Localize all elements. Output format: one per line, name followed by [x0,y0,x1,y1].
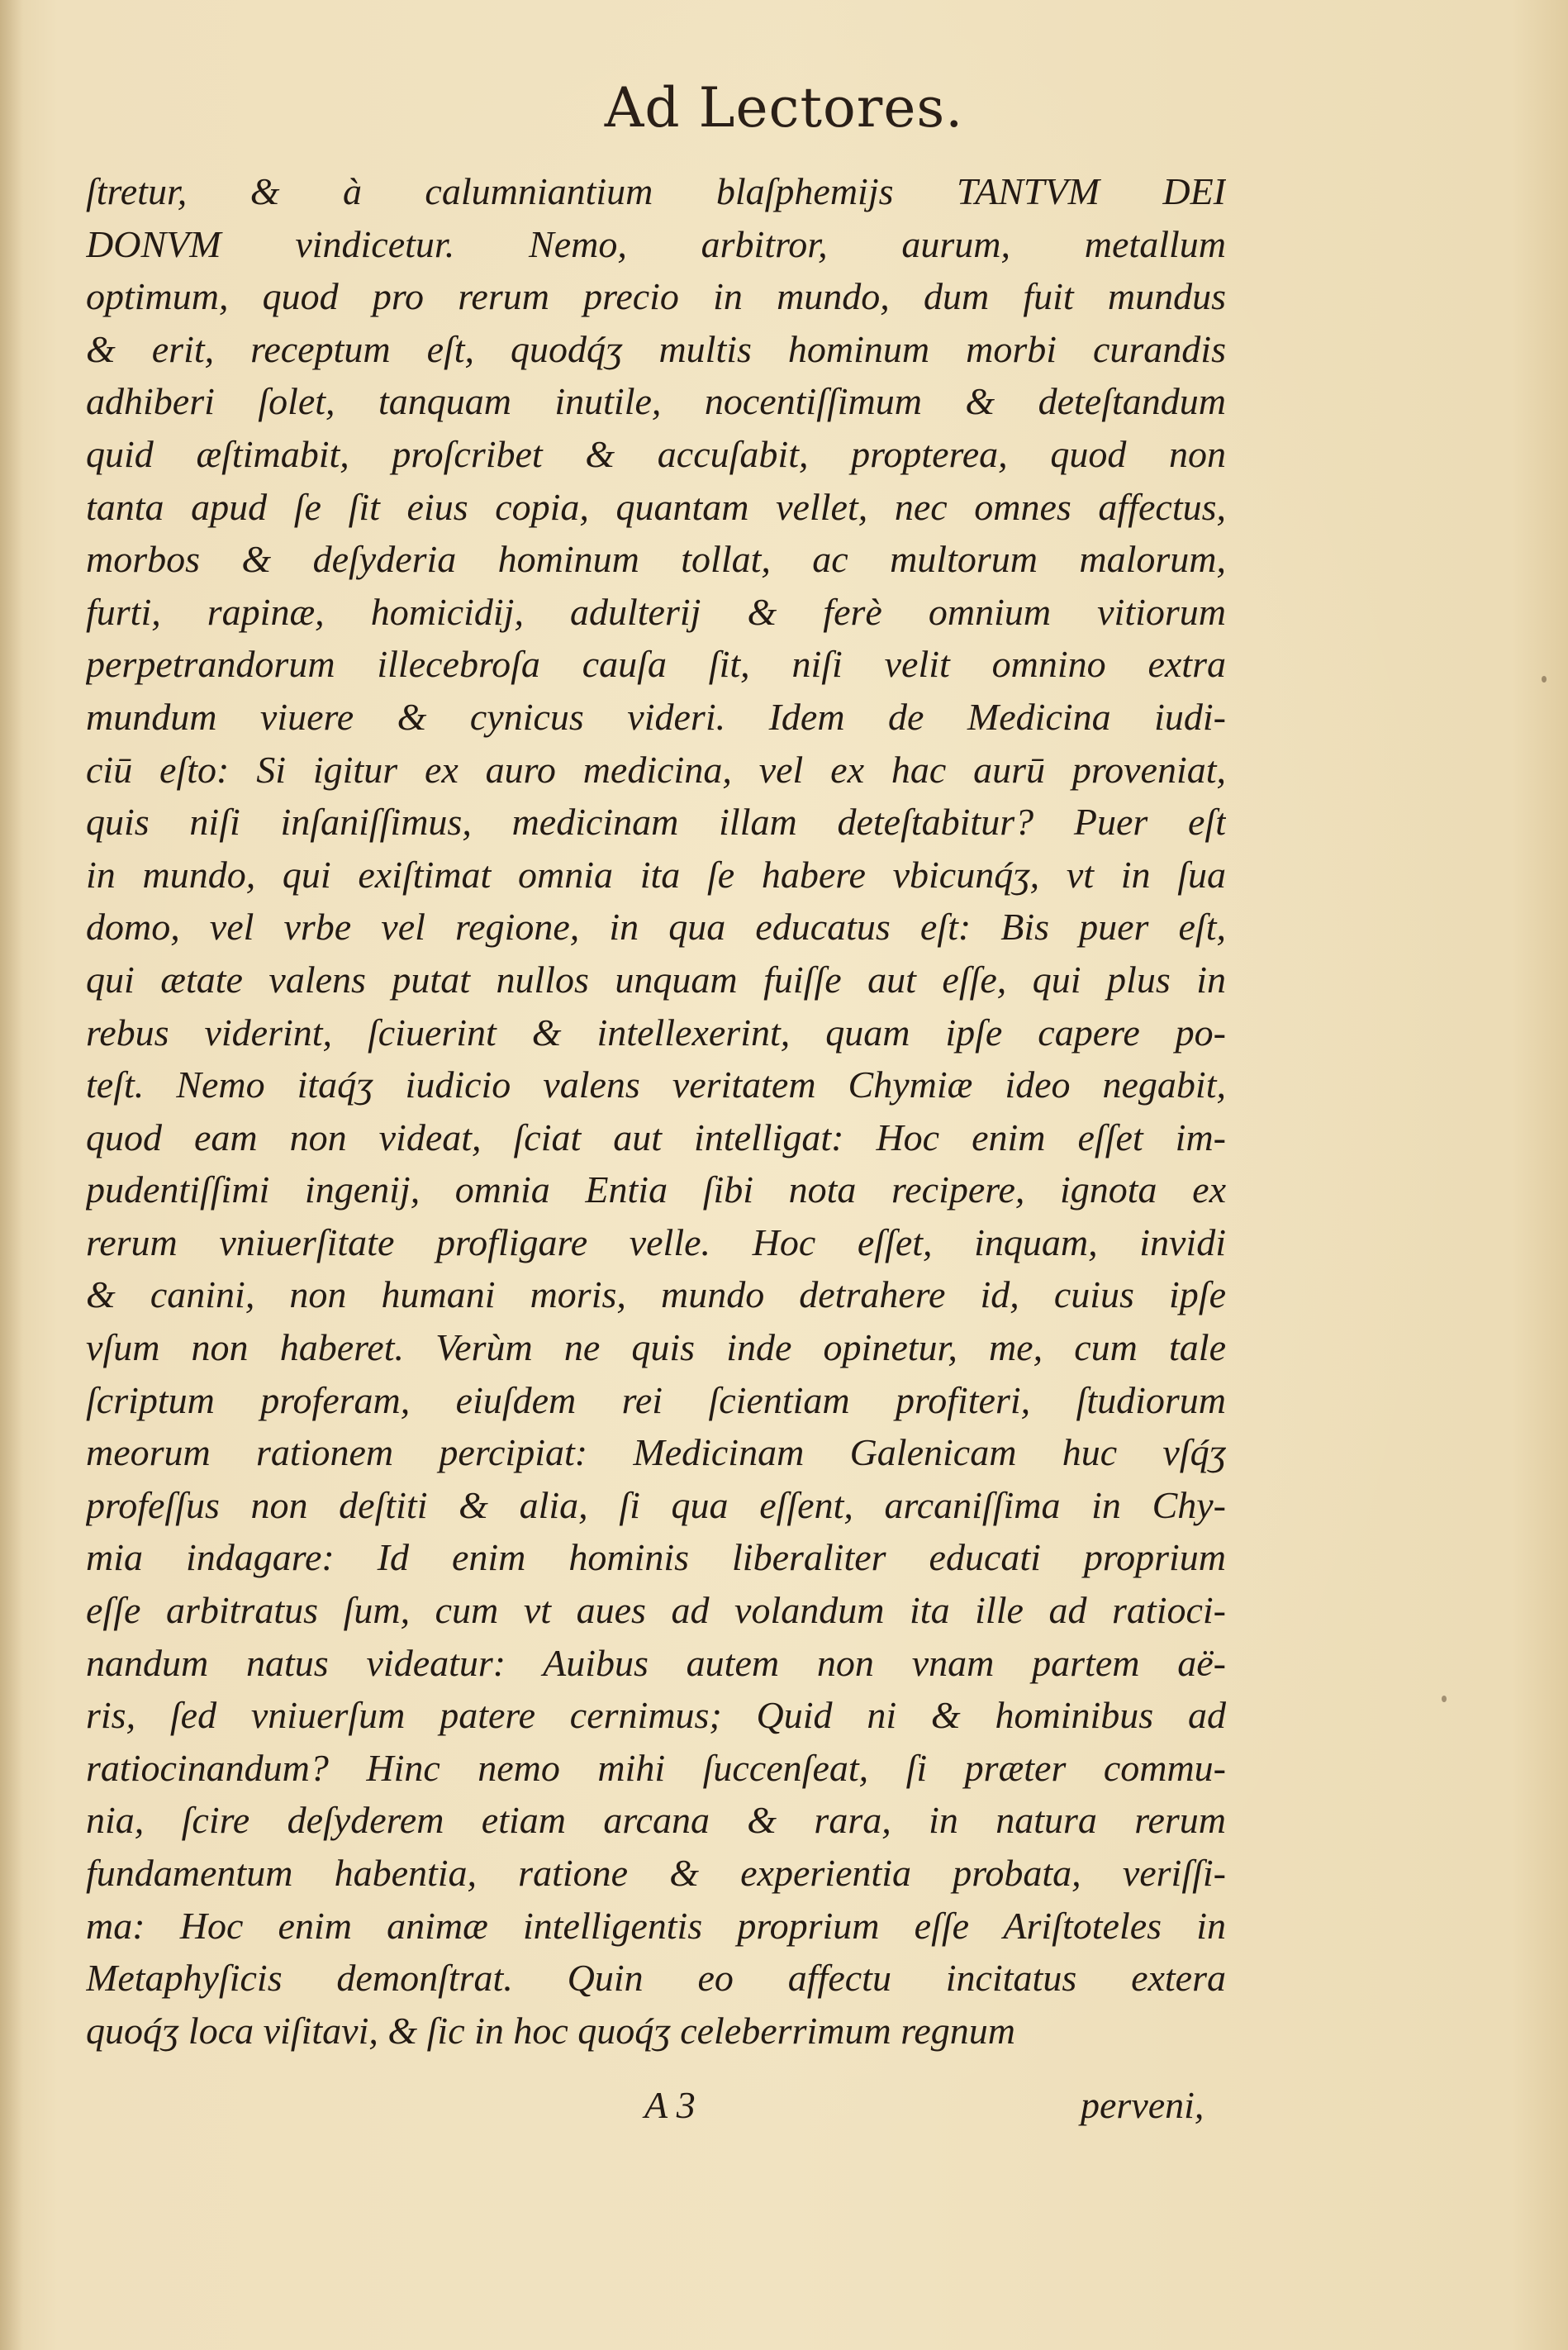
paper-speck [1542,676,1547,683]
body-text [86,165,1226,2057]
text-line: profeſſus non deſtiti & alia, ſi qua eſſent, arcaniſſima in Chy- [86,1483,1226,1526]
text-line: furti, rapinæ, homicidij, adulterij & ferè omnium vitiorum [86,590,1226,633]
signature-mark: A 3 [644,2084,696,2126]
text-line: teſt. Nemo itaq́ʒ iudicio valens veritatem Chymiæ ideo negabit, [86,1063,1226,1106]
spine-shadow [0,0,23,2350]
text-line: & canini, non humani moris, mundo detrahere id, cuius ipſe [86,1273,1226,1316]
text-line: ma: Hoc enim animæ intelligentis proprium eſſe Ariſtoteles in [86,1904,1226,1947]
text-line: fundamentum habentia, ratione & experientia probata, veriſſi- [86,1852,1226,1894]
text-line: eſſe arbitratus ſum, cum vt aues ad volandum ita ille ad ratioci- [86,1589,1226,1632]
text-line: ſtretur, & à calumniantium blaſphemijs TANTVM DEI [86,170,1226,212]
text-line: ciū eſto: Si igitur ex auro medicina, vel ex hac aurū proveniat, [86,748,1226,791]
text-line: optimum, quod pro rerum precio in mundo, dum fuit mundus [86,275,1226,318]
text-line: & erit, receptum eſt, quodq́ʒ multis hominum morbi curandis [86,327,1226,370]
text-line: mundum viuere & cynicus videri. Idem de Medicina iudi- [86,695,1226,738]
text-line: quod eam non videat, ſciat aut intelligat: Hoc enim eſſet im- [86,1116,1226,1158]
catchword: perveni, [1081,2084,1205,2126]
text-line: DONVM vindicetur. Nemo, arbitror, aurum, metallum [86,222,1226,265]
text-line: Metaphyſicis demonſtrat. Quin eo affectu incitatus extera [86,1957,1226,2000]
text-line: vſum non haberet. Verùm ne quis inde opinetur, me, cum tale [86,1326,1226,1369]
text-line: in mundo, qui exiſtimat omnia ita ſe habere vbicunq́ʒ, vt in ſua [86,853,1226,896]
text-line: meorum rationem percipiat: Medicinam Galenicam huc vſq́ʒ [86,1431,1226,1474]
text-line: morbos & deſyderia hominum tollat, ac multorum malorum, [86,538,1226,581]
text-line: nandum natus videatur: Auibus autem non vnam partem aë- [86,1641,1226,1684]
text-line: quis niſi inſaniſſimus, medicinam illam deteſtabitur? Puer eſt [86,801,1226,844]
text-line: ratiocinandum? Hinc nemo mihi ſuccenſeat, ſi præter commu- [86,1746,1226,1789]
text-line: domo, vel vrbe vel regione, in qua educatus eſt: Bis puer eſt, [86,906,1226,949]
running-head: Ad Lectores. [604,76,964,140]
text-line: quid æſtimabit, proſcribet & accuſabit, propterea, quod non [86,432,1226,475]
text-line: mia indagare: Id enim hominis liberaliter educati proprium [86,1536,1226,1579]
text-line: nia, ſcire deſyderem etiam arcana & rara, in natura rerum [86,1799,1226,1842]
text-line: qui ætate valens putat nullos unquam fuiſſe aut eſſe, qui plus in [86,958,1226,1001]
text-line: ris, ſed vniuerſum patere cernimus; Quid ni & hominibus ad [86,1694,1226,1737]
text-line: pudentiſſimi ingenij, omnia Entia ſibi nota recipere, ignota ex [86,1168,1226,1211]
text-line: adhiberi ſolet, tanquam inutile, nocentiſſimum & deteſtandum [86,380,1226,423]
text-line: quoq́ʒ loca viſitavi, & ſic in hoc quoq́ʒ celeberrimum regnum [86,2009,1016,2052]
paper-speck [1442,1696,1447,1702]
text-line: ſcriptum proferam, eiuſdem rei ſcientiam profiteri, ſtudiorum [86,1378,1226,1421]
text-line: rebus viderint, ſciuerint & intellexerint, quam ipſe capere po- [86,1011,1226,1054]
text-line: tanta apud ſe ſit eius copia, quantam vellet, nec omnes affectus, [86,485,1226,528]
text-line: perpetrandorum illecebroſa cauſa ſit, niſi velit omnino extra [86,643,1226,686]
text-line: rerum vniuerſitate profligare velle. Hoc eſſet, inquam, invidi [86,1220,1226,1263]
